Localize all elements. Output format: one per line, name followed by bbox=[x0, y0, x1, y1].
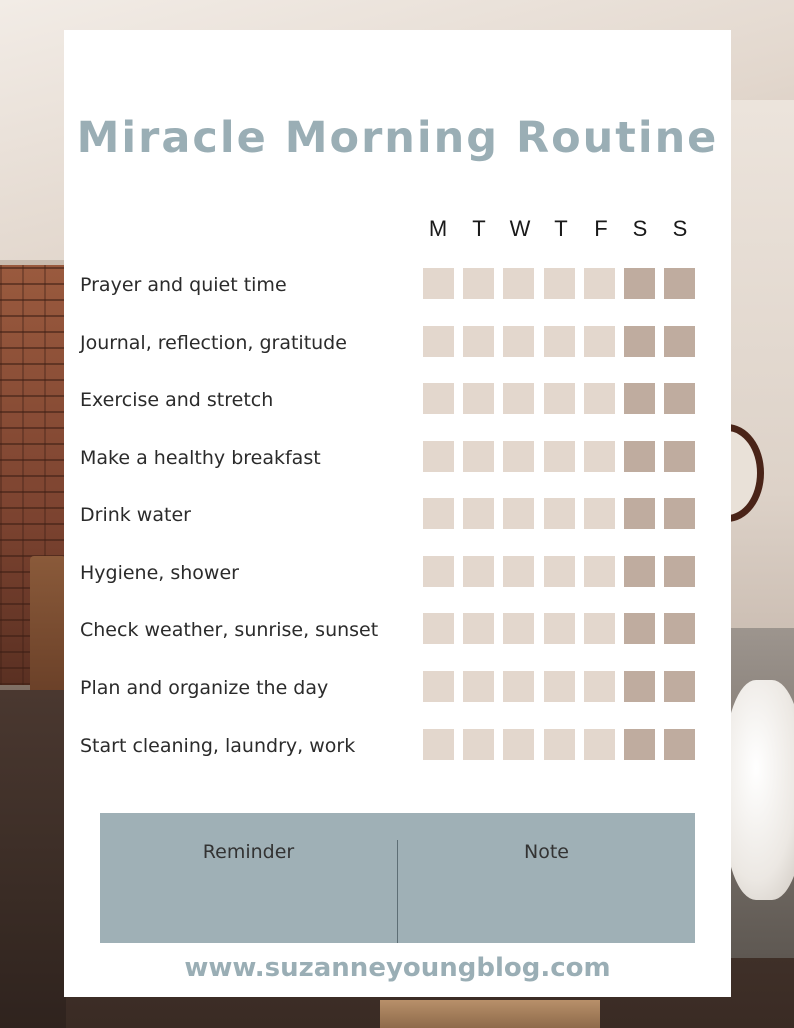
weekday-checkbox[interactable] bbox=[584, 268, 615, 299]
day-label-mon: M bbox=[428, 216, 448, 241]
weekday-checkbox[interactable] bbox=[544, 326, 575, 357]
weekday-checkbox[interactable] bbox=[423, 441, 454, 472]
task-row bbox=[64, 556, 731, 590]
task-row bbox=[64, 729, 731, 763]
weekday-checkbox[interactable] bbox=[544, 498, 575, 529]
task-label: Exercise and stretch bbox=[80, 389, 274, 411]
task-label: Hygiene, shower bbox=[80, 562, 239, 584]
weekday-checkbox[interactable] bbox=[503, 498, 534, 529]
weekday-checkbox[interactable] bbox=[463, 326, 494, 357]
note-label: Note bbox=[524, 841, 569, 863]
weekday-checkbox[interactable] bbox=[503, 671, 534, 702]
weekday-checkbox[interactable] bbox=[503, 729, 534, 760]
weekday-checkbox[interactable] bbox=[423, 498, 454, 529]
weekday-checkbox[interactable] bbox=[463, 613, 494, 644]
weekday-checkbox[interactable] bbox=[544, 268, 575, 299]
day-label-tue: T bbox=[472, 216, 486, 241]
task-row bbox=[64, 268, 731, 302]
weekday-checkbox[interactable] bbox=[503, 268, 534, 299]
task-row bbox=[64, 441, 731, 475]
weekend-checkbox[interactable] bbox=[624, 441, 655, 472]
weekday-checkbox[interactable] bbox=[503, 613, 534, 644]
fur-throw bbox=[724, 680, 794, 900]
weekday-checkbox[interactable] bbox=[463, 729, 494, 760]
footer-url: www.suzanneyoungblog.com bbox=[184, 953, 611, 983]
task-label: Drink water bbox=[80, 504, 191, 526]
wooden-chair bbox=[30, 556, 66, 696]
weekend-checkbox[interactable] bbox=[664, 613, 695, 644]
weekday-checkbox[interactable] bbox=[503, 326, 534, 357]
weekday-checkbox[interactable] bbox=[423, 268, 454, 299]
day-label-sun: S bbox=[672, 216, 688, 241]
weekend-checkbox[interactable] bbox=[664, 383, 695, 414]
weekday-checkbox[interactable] bbox=[544, 729, 575, 760]
day-label-thu: T bbox=[554, 216, 568, 241]
weekend-checkbox[interactable] bbox=[624, 671, 655, 702]
weekday-checkbox[interactable] bbox=[544, 441, 575, 472]
weekend-checkbox[interactable] bbox=[624, 498, 655, 529]
task-row bbox=[64, 613, 731, 647]
weekday-checkbox[interactable] bbox=[423, 326, 454, 357]
weekday-checkbox[interactable] bbox=[584, 729, 615, 760]
task-label: Plan and organize the day bbox=[80, 677, 329, 699]
task-label: Journal, reflection, gratitude bbox=[80, 332, 347, 354]
task-label: Prayer and quiet time bbox=[80, 274, 287, 296]
weekday-checkbox[interactable] bbox=[503, 556, 534, 587]
weekend-checkbox[interactable] bbox=[664, 556, 695, 587]
weekday-checkbox[interactable] bbox=[463, 556, 494, 587]
weekday-checkbox[interactable] bbox=[503, 383, 534, 414]
weekday-checkbox[interactable] bbox=[544, 671, 575, 702]
weekday-checkbox[interactable] bbox=[584, 441, 615, 472]
weekday-checkbox[interactable] bbox=[544, 556, 575, 587]
task-row bbox=[64, 326, 731, 360]
page-title: Miracle Morning Routine bbox=[76, 113, 719, 163]
routine-card bbox=[64, 30, 731, 997]
weekday-checkbox[interactable] bbox=[423, 556, 454, 587]
day-label-wed: W bbox=[509, 216, 531, 241]
task-row bbox=[64, 671, 731, 705]
task-row bbox=[64, 498, 731, 532]
weekend-checkbox[interactable] bbox=[624, 268, 655, 299]
weekend-checkbox[interactable] bbox=[664, 268, 695, 299]
weekday-checkbox[interactable] bbox=[423, 729, 454, 760]
right-wall bbox=[728, 100, 794, 660]
reminder-label: Reminder bbox=[202, 841, 295, 863]
day-header bbox=[64, 214, 731, 244]
day-label-sat: S bbox=[632, 216, 648, 241]
weekday-checkbox[interactable] bbox=[423, 671, 454, 702]
weekend-checkbox[interactable] bbox=[624, 556, 655, 587]
weekend-checkbox[interactable] bbox=[664, 326, 695, 357]
coffee-table bbox=[380, 1000, 600, 1028]
weekend-checkbox[interactable] bbox=[664, 441, 695, 472]
weekday-checkbox[interactable] bbox=[584, 383, 615, 414]
day-label-fri: F bbox=[594, 216, 608, 241]
weekend-checkbox[interactable] bbox=[624, 326, 655, 357]
notes-panel bbox=[100, 813, 695, 943]
weekend-checkbox[interactable] bbox=[664, 671, 695, 702]
weekday-checkbox[interactable] bbox=[584, 556, 615, 587]
task-label: Start cleaning, laundry, work bbox=[80, 735, 356, 757]
floor bbox=[0, 690, 66, 1028]
weekday-checkbox[interactable] bbox=[544, 613, 575, 644]
weekday-checkbox[interactable] bbox=[503, 441, 534, 472]
weekend-checkbox[interactable] bbox=[664, 498, 695, 529]
weekday-checkbox[interactable] bbox=[544, 383, 575, 414]
weekend-checkbox[interactable] bbox=[624, 729, 655, 760]
weekday-checkbox[interactable] bbox=[423, 613, 454, 644]
weekday-checkbox[interactable] bbox=[423, 383, 454, 414]
task-label: Make a healthy breakfast bbox=[80, 447, 321, 469]
weekday-checkbox[interactable] bbox=[584, 498, 615, 529]
weekday-checkbox[interactable] bbox=[584, 671, 615, 702]
task-label: Check weather, sunrise, sunset bbox=[80, 619, 379, 641]
weekend-checkbox[interactable] bbox=[664, 729, 695, 760]
weekday-checkbox[interactable] bbox=[463, 498, 494, 529]
weekend-checkbox[interactable] bbox=[624, 383, 655, 414]
weekday-checkbox[interactable] bbox=[463, 268, 494, 299]
weekday-checkbox[interactable] bbox=[584, 326, 615, 357]
task-row bbox=[64, 383, 731, 417]
weekend-checkbox[interactable] bbox=[624, 613, 655, 644]
weekday-checkbox[interactable] bbox=[463, 383, 494, 414]
weekday-checkbox[interactable] bbox=[584, 613, 615, 644]
weekday-checkbox[interactable] bbox=[463, 671, 494, 702]
weekday-checkbox[interactable] bbox=[463, 441, 494, 472]
